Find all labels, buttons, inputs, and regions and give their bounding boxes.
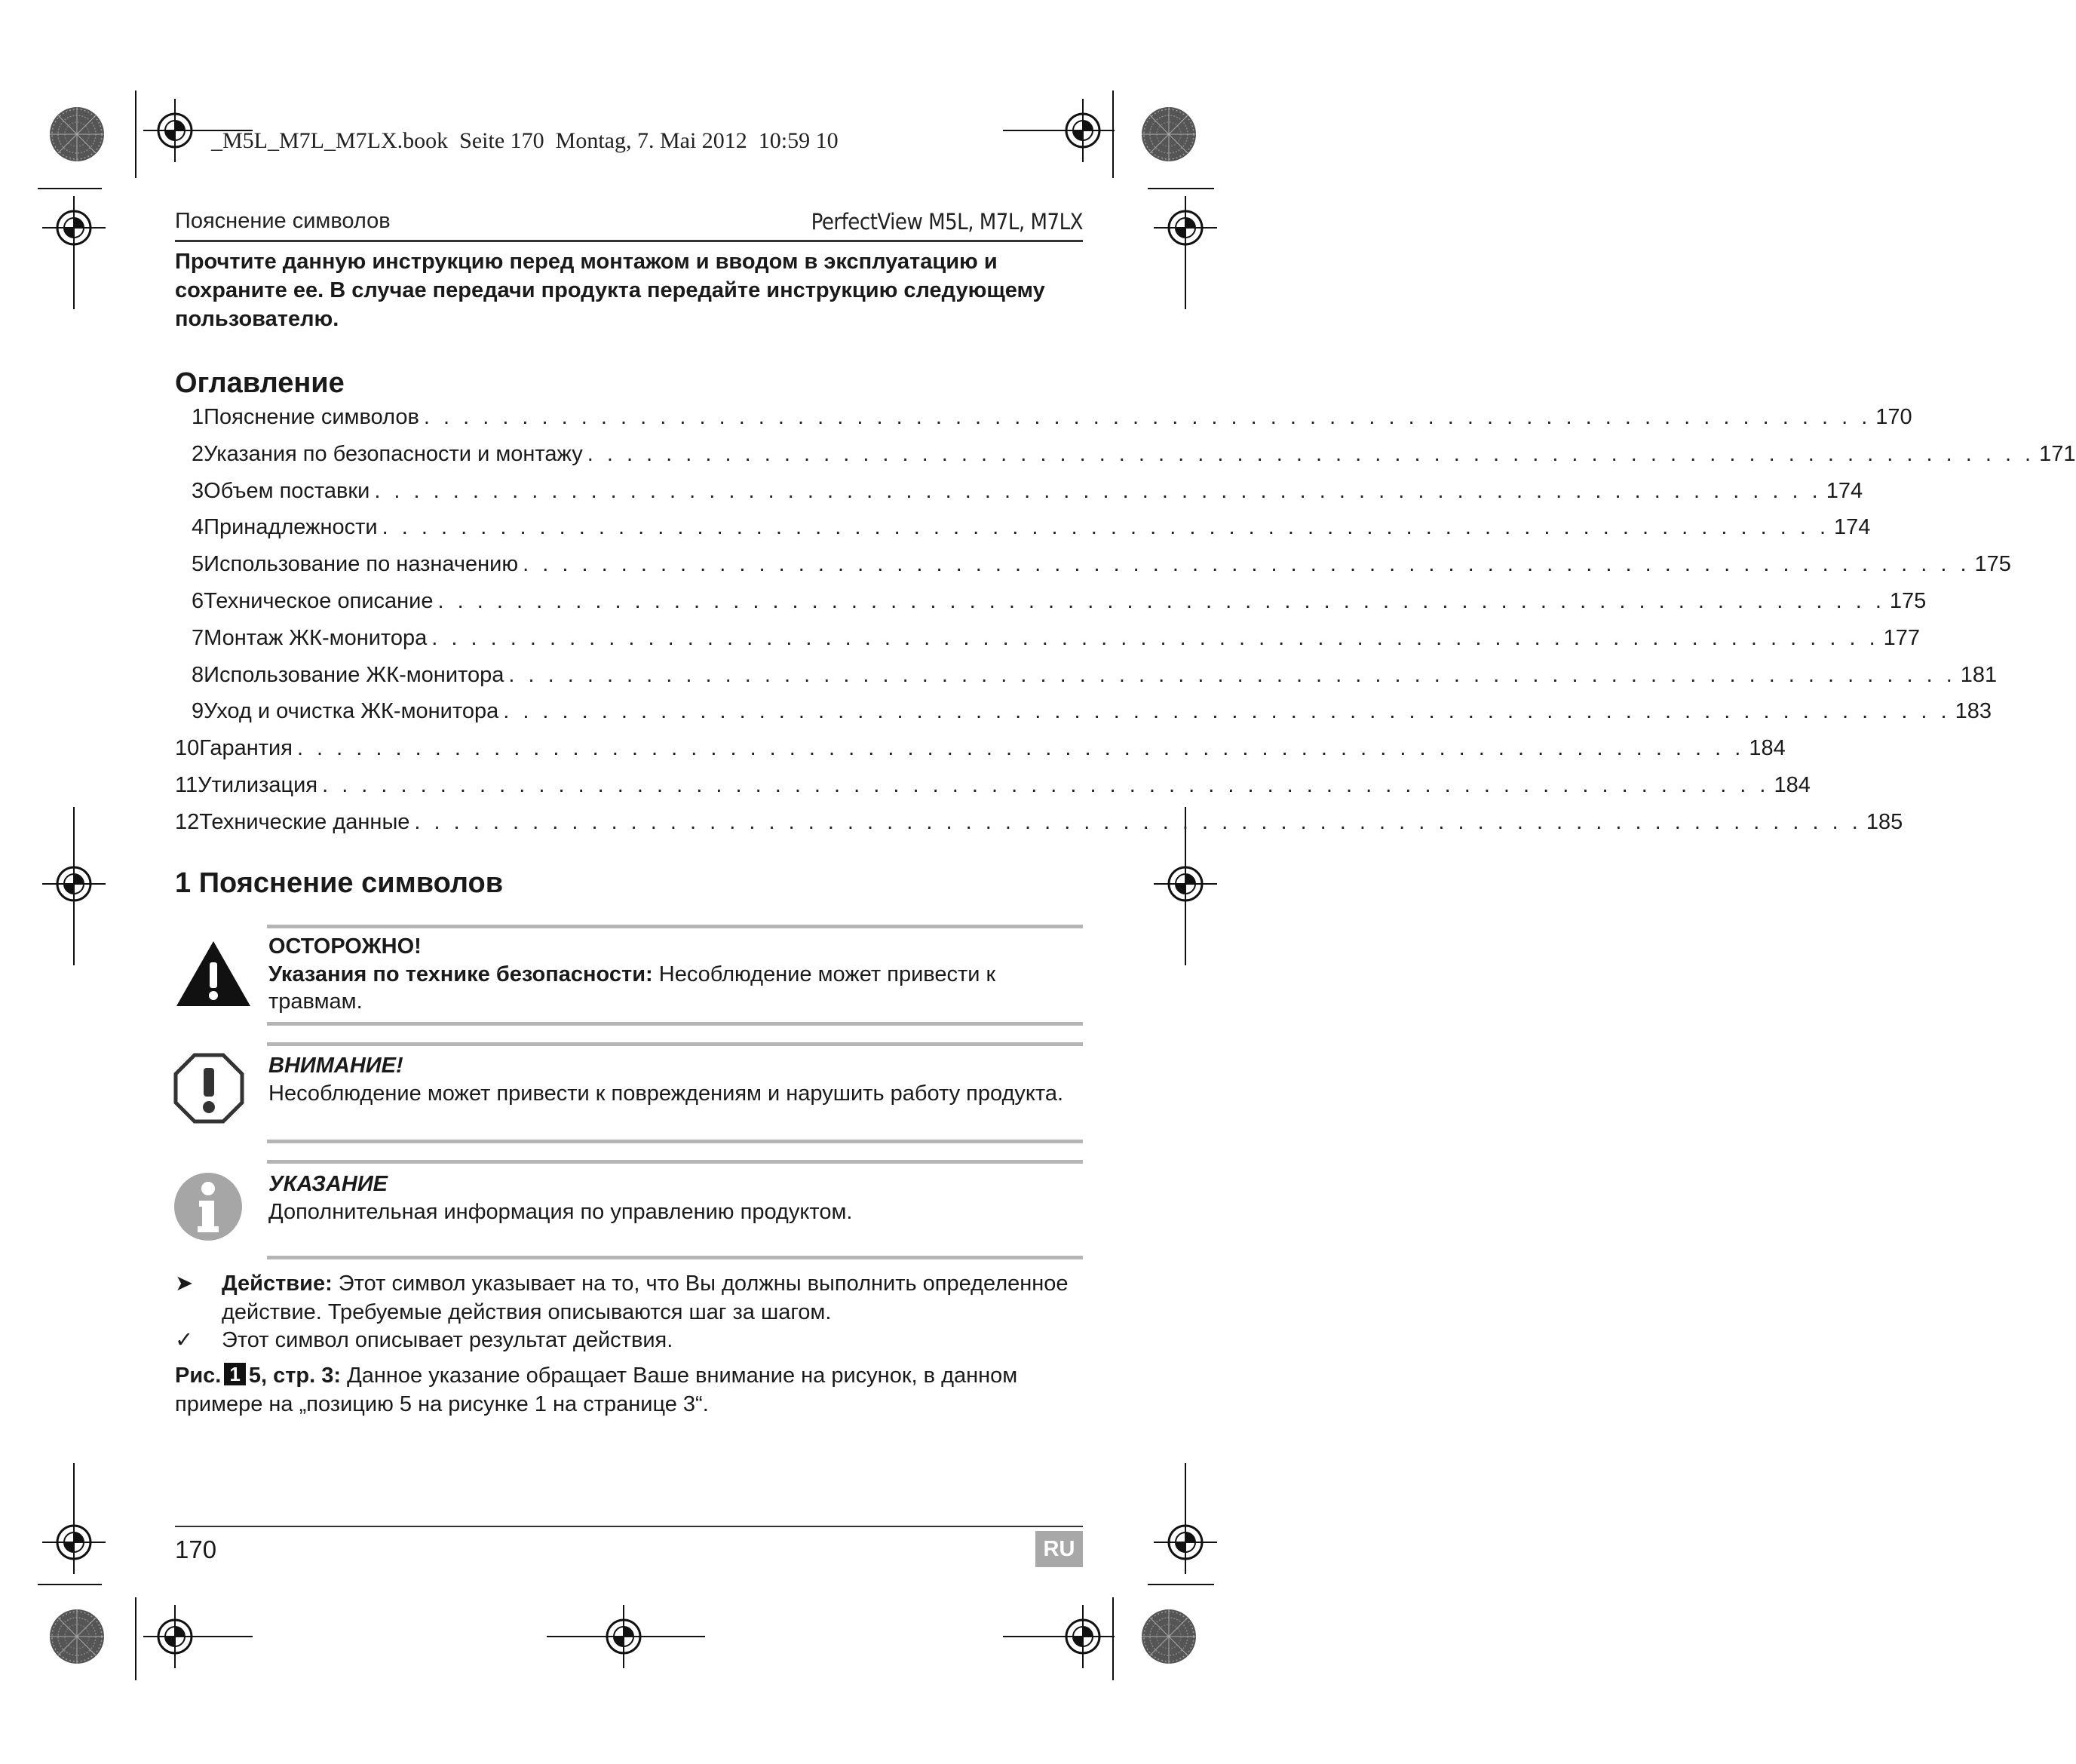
toc-entry-title: Уход и очистка ЖК-монитора — [204, 699, 499, 724]
toc-entry-number: 10 — [175, 736, 200, 761]
toc-entry-page: 175 — [1974, 552, 2011, 577]
toc-leader-dots: . . . . . . . . . . . . . . . . . . . . . . . . . . . . . . . . . . . . . . . . . . . . . . . . . . . . . . . . . . . . . . . . . . . . . . . . . . — [296, 736, 1745, 761]
toc-entry-number: 6 — [192, 588, 204, 613]
toc-entry-number: 2 — [192, 441, 204, 466]
toc-entry-page: 185 — [1866, 809, 1903, 834]
toc-entry-title: Монтаж ЖК-монитора — [204, 625, 428, 650]
toc-entry-number: 8 — [192, 662, 204, 687]
figure-ref-text: Данное указание обращает Ваше внимание на рисунок, в данном примере на „позицию 5 на рисунке 1 на странице 3“. — [175, 1364, 1018, 1416]
arrow-bullet-icon: ➤ — [175, 1272, 194, 1296]
toc-leader-dots: . . . . . . . . . . . . . . . . . . . . . . . . . . . . . . . . . . . . . . . . . . . . . . . . . . . . . . . . . . . . . . . . . . . . . . . . . . — [322, 772, 1770, 797]
toc-entry[interactable] — [175, 441, 2076, 479]
caution-octagon-icon — [173, 1053, 244, 1124]
action-lead: Действие: — [222, 1272, 333, 1296]
header-rule — [175, 240, 1083, 242]
toc-entry[interactable] — [175, 736, 1786, 773]
toc-entry-page: 177 — [1883, 625, 1921, 650]
toc-entry[interactable] — [175, 772, 1811, 810]
warning-text — [268, 961, 1068, 1015]
toc-entry-number: 9 — [192, 699, 204, 724]
toc-entry[interactable] — [175, 588, 1927, 626]
star-mark-top-right — [1142, 107, 1196, 161]
info-icon — [173, 1172, 243, 1241]
checkmark-icon: ✓ — [175, 1328, 194, 1352]
action-body: Этот символ указывает на то, что Вы должны выполнить определенное действие. Требуемые действия описываются шаг за шагом. — [222, 1272, 1069, 1324]
warning-lead: Указания по технике безопасности: — [268, 962, 653, 986]
toc-entry-page: 175 — [1889, 588, 1927, 613]
page-number: 170 — [175, 1535, 217, 1563]
note-text: Дополнительная информация по управлению продуктом. — [268, 1200, 853, 1224]
warning-title: ОСТОРОЖНО! — [268, 934, 422, 959]
figure-reference — [175, 1361, 1083, 1419]
warning-top-rule — [267, 925, 1083, 928]
star-mark-bottom-left — [50, 1609, 104, 1664]
note-title: УКАЗАНИЕ — [268, 1172, 388, 1196]
table-of-contents — [175, 405, 2076, 847]
toc-entry-page: 184 — [1774, 772, 1811, 797]
toc-entry-page: 181 — [1960, 662, 1998, 687]
toc-entry-number: 7 — [192, 625, 204, 650]
toc-entry-title: Использование по назначению — [204, 552, 519, 577]
running-head-section: Пояснение символов — [175, 209, 391, 233]
toc-entry[interactable] — [175, 699, 1992, 736]
figure-number-badge: 1 — [224, 1363, 245, 1385]
warning-triangle-icon — [175, 940, 252, 1008]
intro-notice: Прочтите данную инструкцию перед монтажом и вводом в эксплуатацию и сохраните ее. В случае передачи продукта передайте инструкцию следующему пользователю. — [175, 250, 1045, 331]
result-item — [175, 1326, 1083, 1354]
result-text: Этот символ описывает результат действия. — [222, 1328, 673, 1352]
toc-entry-number: 1 — [192, 405, 204, 429]
toc-entry[interactable] — [175, 809, 1903, 847]
action-item — [175, 1269, 1083, 1327]
toc-entry-number: 5 — [192, 552, 204, 577]
toc-leader-dots: . . . . . . . . . . . . . . . . . . . . . . . . . . . . . . . . . . . . . . . . . . . . . . . . . . . . . . . . . . . . . . . . . . . . . . . . . . — [414, 809, 1862, 834]
toc-leader-dots: . . . . . . . . . . . . . . . . . . . . . . . . . . . . . . . . . . . . . . . . . . . . . . . . . . . . . . . . . . . . . . . . . . . . . . . . . . — [508, 662, 1956, 687]
toc-entry[interactable] — [175, 515, 1871, 552]
toc-entry-title: Техническое описание — [204, 588, 434, 613]
section-title: 1 Пояснение символов — [175, 867, 504, 899]
toc-leader-dots: . . . . . . . . . . . . . . . . . . . . . . . . . . . . . . . . . . . . . . . . . . . . . . . . . . . . . . . . . . . . . . . . . . . . . . . . . . — [437, 588, 1885, 613]
caution-bottom-rule — [267, 1140, 1083, 1143]
toc-entry-number: 12 — [175, 809, 200, 834]
toc-leader-dots: . . . . . . . . . . . . . . . . . . . . . . . . . . . . . . . . . . . . . . . . . . . . . . . . . . . . . . . . . . . . . . . . . . . . . . . . . . — [374, 478, 1822, 503]
toc-entry[interactable] — [175, 662, 1998, 700]
star-mark-bottom-right — [1142, 1609, 1196, 1664]
toc-entry-page: 183 — [1955, 699, 1992, 724]
toc-entry[interactable] — [175, 625, 1921, 663]
warning-body: Несоблюдение может привести к травмам. — [268, 962, 996, 1014]
toc-leader-dots: . . . . . . . . . . . . . . . . . . . . . . . . . . . . . . . . . . . . . . . . . . . . . . . . . . . . . . . . . . . . . . . . . . . . . . . . . . — [587, 441, 2035, 466]
toc-entry-title: Использование ЖК-монитора — [204, 662, 504, 687]
toc-entry-title: Гарантия — [199, 736, 293, 761]
toc-entry-title: Утилизация — [198, 772, 318, 797]
toc-leader-dots: . . . . . . . . . . . . . . . . . . . . . . . . . . . . . . . . . . . . . . . . . . . . . . . . . . . . . . . . . . . . . . . . . . . . . . . . . . — [503, 699, 1951, 724]
toc-entry-page: 171 — [2039, 441, 2076, 466]
toc-entry-title: Объем поставки — [204, 478, 370, 503]
running-head-product: PerfectView M5L, M7L, M7LX — [811, 209, 1083, 235]
toc-entry-number: 11 — [175, 772, 198, 797]
note-bottom-rule — [267, 1256, 1083, 1259]
toc-entry-number: 4 — [192, 515, 204, 540]
toc-entry[interactable] — [175, 552, 2011, 589]
caution-text: Несоблюдение может привести к повреждениям и нарушить работу продукта. — [268, 1081, 1064, 1106]
warning-bottom-rule — [267, 1022, 1083, 1026]
star-mark-top-left — [50, 107, 104, 161]
action-text — [222, 1269, 1083, 1327]
figure-ref-label: Рис. — [175, 1364, 222, 1388]
toc-leader-dots: . . . . . . . . . . . . . . . . . . . . . . . . . . . . . . . . . . . . . . . . . . . . . . . . . . . . . . . . . . . . . . . . . . . . . . . . . . — [423, 405, 1872, 429]
caution-title: ВНИМАНИЕ! — [268, 1054, 403, 1078]
toc-entry-page: 170 — [1875, 405, 1912, 429]
print-job-header: _M5L_M7L_M7LX.book Seite 170 Montag, 7. Mai 2012 10:59 10 — [211, 128, 839, 153]
toc-entry-title: Указания по безопасности и монтажу — [204, 441, 583, 466]
toc-leader-dots: . . . . . . . . . . . . . . . . . . . . . . . . . . . . . . . . . . . . . . . . . . . . . . . . . . . . . . . . . . . . . . . . . . . . . . . . . . — [431, 625, 1879, 650]
note-top-rule — [267, 1160, 1083, 1164]
language-badge: RU — [1035, 1531, 1083, 1567]
toc-entry-title: Пояснение символов — [204, 405, 419, 429]
toc-entry-page: 174 — [1834, 515, 1871, 540]
toc-entry[interactable] — [175, 478, 1863, 516]
toc-entry-title: Принадлежности — [204, 515, 378, 540]
caution-top-rule — [267, 1042, 1083, 1046]
toc-entry-page: 174 — [1826, 478, 1863, 503]
toc-title: Оглавление — [175, 367, 345, 399]
toc-leader-dots: . . . . . . . . . . . . . . . . . . . . . . . . . . . . . . . . . . . . . . . . . . . . . . . . . . . . . . . . . . . . . . . . . . . . . . . . . . — [382, 515, 1830, 540]
toc-leader-dots: . . . . . . . . . . . . . . . . . . . . . . . . . . . . . . . . . . . . . . . . . . . . . . . . . . . . . . . . . . . . . . . . . . . . . . . . . . — [523, 552, 1970, 577]
figure-ref-position: 5, стр. 3: — [248, 1364, 342, 1388]
toc-entry[interactable] — [175, 405, 1912, 442]
toc-entry-page: 184 — [1749, 736, 1786, 761]
footer-rule — [175, 1526, 1083, 1527]
toc-entry-title: Технические данные — [199, 809, 410, 834]
toc-entry-number: 3 — [192, 478, 204, 503]
